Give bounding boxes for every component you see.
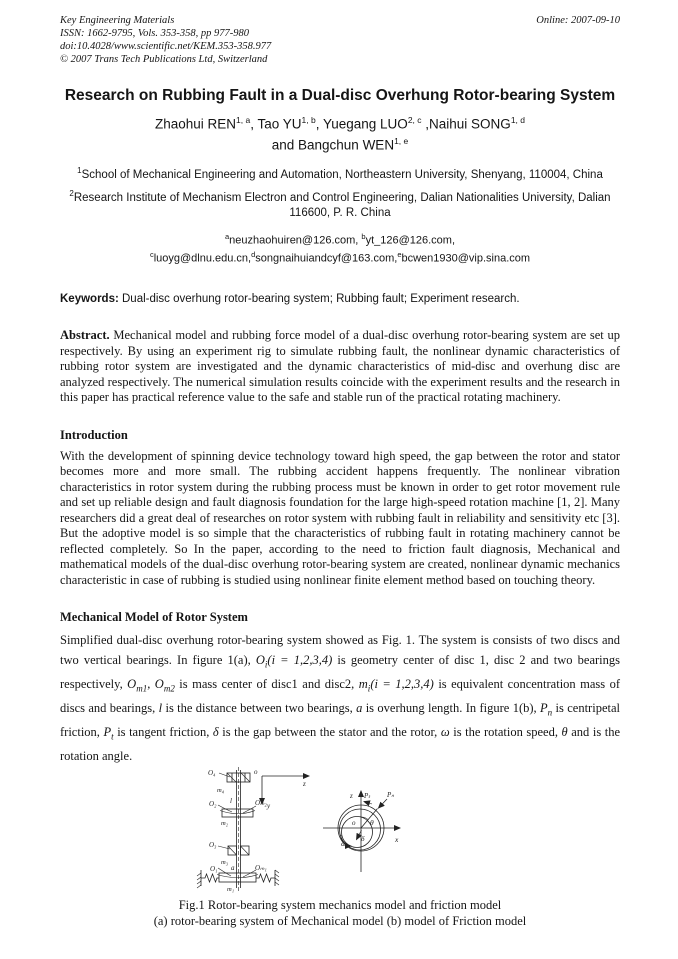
author-name: Bangchun WEN xyxy=(298,137,395,152)
email-address: yt_126@126.com, xyxy=(365,234,456,247)
pn-arrow xyxy=(379,799,388,808)
affiliation-list xyxy=(60,164,620,220)
affiliation-text: School of Mechanical Engineering and Automation, Northeastern University, Shenyang, 110004, China xyxy=(81,168,603,181)
author-affil-mark: 1, b xyxy=(301,115,316,125)
caption-line-1: Fig.1 Rotor-bearing system mechanics model and friction model xyxy=(178,898,502,913)
keywords-text: Dual-disc overhung rotor-bearing system; Rubbing fault; Experiment research. xyxy=(118,293,520,306)
publication-info xyxy=(60,14,271,66)
label-om2: Oₘ₂ xyxy=(255,799,267,808)
disc-2 xyxy=(220,809,255,817)
label-m3: m₃ xyxy=(221,859,228,867)
coordinate-frame xyxy=(262,776,309,804)
caption-line-2: (a) rotor-bearing system of Mechanical model (b) model of Friction model xyxy=(153,913,527,928)
journal-name: Key Engineering Materials xyxy=(60,15,175,26)
doi-line: doi:10.4028/www.scientific.net/KEM.353-358.977 xyxy=(60,41,272,52)
label-o4: O₄ xyxy=(208,769,216,778)
copyright-line: © 2007 Trans Tech Publications Ltd, Switzerland xyxy=(60,54,268,65)
left-spring xyxy=(201,874,219,882)
figure-1-graphic xyxy=(190,767,490,897)
author-separator: and xyxy=(271,137,299,152)
keywords-block xyxy=(60,292,620,307)
label-m1: m₁ xyxy=(227,886,234,894)
keywords-label: Keywords: xyxy=(60,293,119,306)
email-mark: d xyxy=(251,249,256,259)
label-origin: o xyxy=(254,768,258,777)
label-m2: m₂ xyxy=(221,820,228,828)
label-a: a xyxy=(231,864,235,873)
email-address: bcwen1930@vip.sina.com xyxy=(401,252,531,265)
affiliation-1 xyxy=(60,164,620,182)
online-date: Online: 2007-09-10 xyxy=(536,15,620,26)
label-center-o: o xyxy=(352,819,356,828)
affiliation-text: Research Institute of Mechanism Electron and Control Engineering, Dalian Nationalities University, Dalian 116600, P. R. China xyxy=(73,192,611,219)
author-affil-mark: 1, d xyxy=(510,115,525,125)
email-line-1 xyxy=(60,230,620,248)
figure-1 xyxy=(60,767,620,929)
author-list xyxy=(60,112,620,153)
author-affil-mark: 2, c xyxy=(407,115,422,125)
label-m4: m₄ xyxy=(217,787,224,795)
abstract-block xyxy=(60,328,620,406)
affiliation-2 xyxy=(60,187,620,220)
author-affil-mark: 1, a xyxy=(236,115,251,125)
email-line-2 xyxy=(60,248,620,266)
email-mark: a xyxy=(224,232,230,242)
disc-1 xyxy=(217,873,258,882)
affil-mark: 1 xyxy=(77,166,82,175)
email-mark: e xyxy=(397,249,402,259)
label-omega: ω xyxy=(341,839,347,849)
affil-mark: 2 xyxy=(69,189,74,199)
label-y-axis: y xyxy=(267,802,271,811)
email-address: songnaihuiandcyf@163.com, xyxy=(255,252,398,265)
right-spring xyxy=(256,874,275,882)
publication-header xyxy=(60,14,620,66)
author-line-1 xyxy=(60,112,620,133)
label-pn: Pₙ xyxy=(387,791,395,800)
author-separator: , xyxy=(250,116,258,132)
author-name: Yuegang LUO xyxy=(322,116,408,132)
label-om1: Oₘ₁ xyxy=(255,864,267,873)
author-name: Naihui SONG xyxy=(429,116,511,132)
label-z-axis: z xyxy=(303,780,306,789)
right-support-wall xyxy=(275,870,279,886)
label-delta: δ xyxy=(361,834,365,844)
rotor-shaft xyxy=(237,767,241,891)
introduction-heading: Introduction xyxy=(60,427,128,442)
friction-model-diagram xyxy=(323,791,400,872)
label-o2: O₂ xyxy=(209,800,217,809)
abstract-label: Abstract. xyxy=(60,328,110,343)
left-support-wall xyxy=(197,870,201,888)
label-o3: O₃ xyxy=(209,841,217,850)
issn-line: ISSN: 1662-9795, Vols. 353-358, pp 977-980 xyxy=(60,28,249,39)
author-separator: , xyxy=(315,116,323,132)
label-z-axis-b: z xyxy=(350,792,353,801)
author-name: Zhaohui REN xyxy=(155,116,237,132)
abstract-text: Mechanical model and rubbing force model of a dual-disc overhung rotor-bearing system are set up respectively. By using an experiment rig to simulate rubbing fault, the nonlinear dynamic characteristics of rubbing rotor system are investigated and the dynamic characteristics of mid-disc and overhung disc are analyzed respectively. The numerical simulation results coincide with the experiment results and the research in this paper has practical reference value to the safe and stable run of the practical rotating machinery. xyxy=(60,328,620,405)
author-affil-mark: 1, e xyxy=(394,135,409,146)
author-line-2 xyxy=(60,133,620,154)
author-separator: , xyxy=(421,116,430,132)
figure-1-caption xyxy=(60,898,620,929)
paper-title: Research on Rubbing Fault in a Dual-disc Overhung Rotor-bearing System xyxy=(64,87,616,104)
author-name: Tao YU xyxy=(257,116,302,132)
label-pt: Pₜ xyxy=(364,792,371,801)
email-list xyxy=(60,230,620,265)
email-mark: b xyxy=(361,232,366,242)
email-mark: c xyxy=(149,249,154,259)
pt-arrow xyxy=(364,802,372,805)
email-address: luoyg@dlnu.edu.cn, xyxy=(153,252,252,265)
email-address: neuzhaohuiren@126.com, xyxy=(229,234,362,247)
mechanical-model-paragraph: Simplified dual-disc overhung rotor-bearing system showed as Fig. 1. The system is consists of two discs and two vertical bearings. In figure 1(a), $O_i(i = 1,2,3,4)$ is geometry center of disc 1, disc 2 and two bearings respectively, $O_{m1}$, $O_{m2}$ is mass center of disc1 and disc2, $m_i(i = 1,2,3,4)$ is equivalent concentration mass of discs and bearings, l is the distance between two bearings, a is overhung length. In figure 1(b), $P_n$ is centripetal friction, $P_t$ is tangent friction, δ is the gap between the stator and the rotor, ω is the rotation speed, θ and is the rotation angle. xyxy=(60,633,621,763)
introduction-paragraph: With the development of spinning device technology toward high speed, the gap between the rotor and stator becomes more and more small. The rubbing accident happens frequently. The nonlinear vibration characteristics in rotor system during the rubbing process must be known in order to get rotor movement rule and set up reliable design and fault diagnosis foundation for the large high-speed rotation machine [1, 2]. Many researchers did a great deal of researches on rotor system with rubbing fault in reliability and sensitivity etc [3]. But the adoptive model is so simple that the characteristics of rubbing fault in rotating machinery cannot be reflected completely. So In the paper, according to the need to friction fault diagnosis, Mechanical and mathematical models of the dual-disc overhung rotor-bearing system are created, nonlinear dynamic mechanics characteristic in case of rubbing is studied using nonlinear finite element method based on touching theory. xyxy=(60,448,620,587)
label-x-axis: x xyxy=(395,835,399,845)
mechanical-model-heading: Mechanical Model of Rotor System xyxy=(60,610,248,625)
label-theta: θ xyxy=(370,818,374,828)
label-o1: O₁ xyxy=(210,865,218,874)
label-l: l xyxy=(230,797,232,806)
